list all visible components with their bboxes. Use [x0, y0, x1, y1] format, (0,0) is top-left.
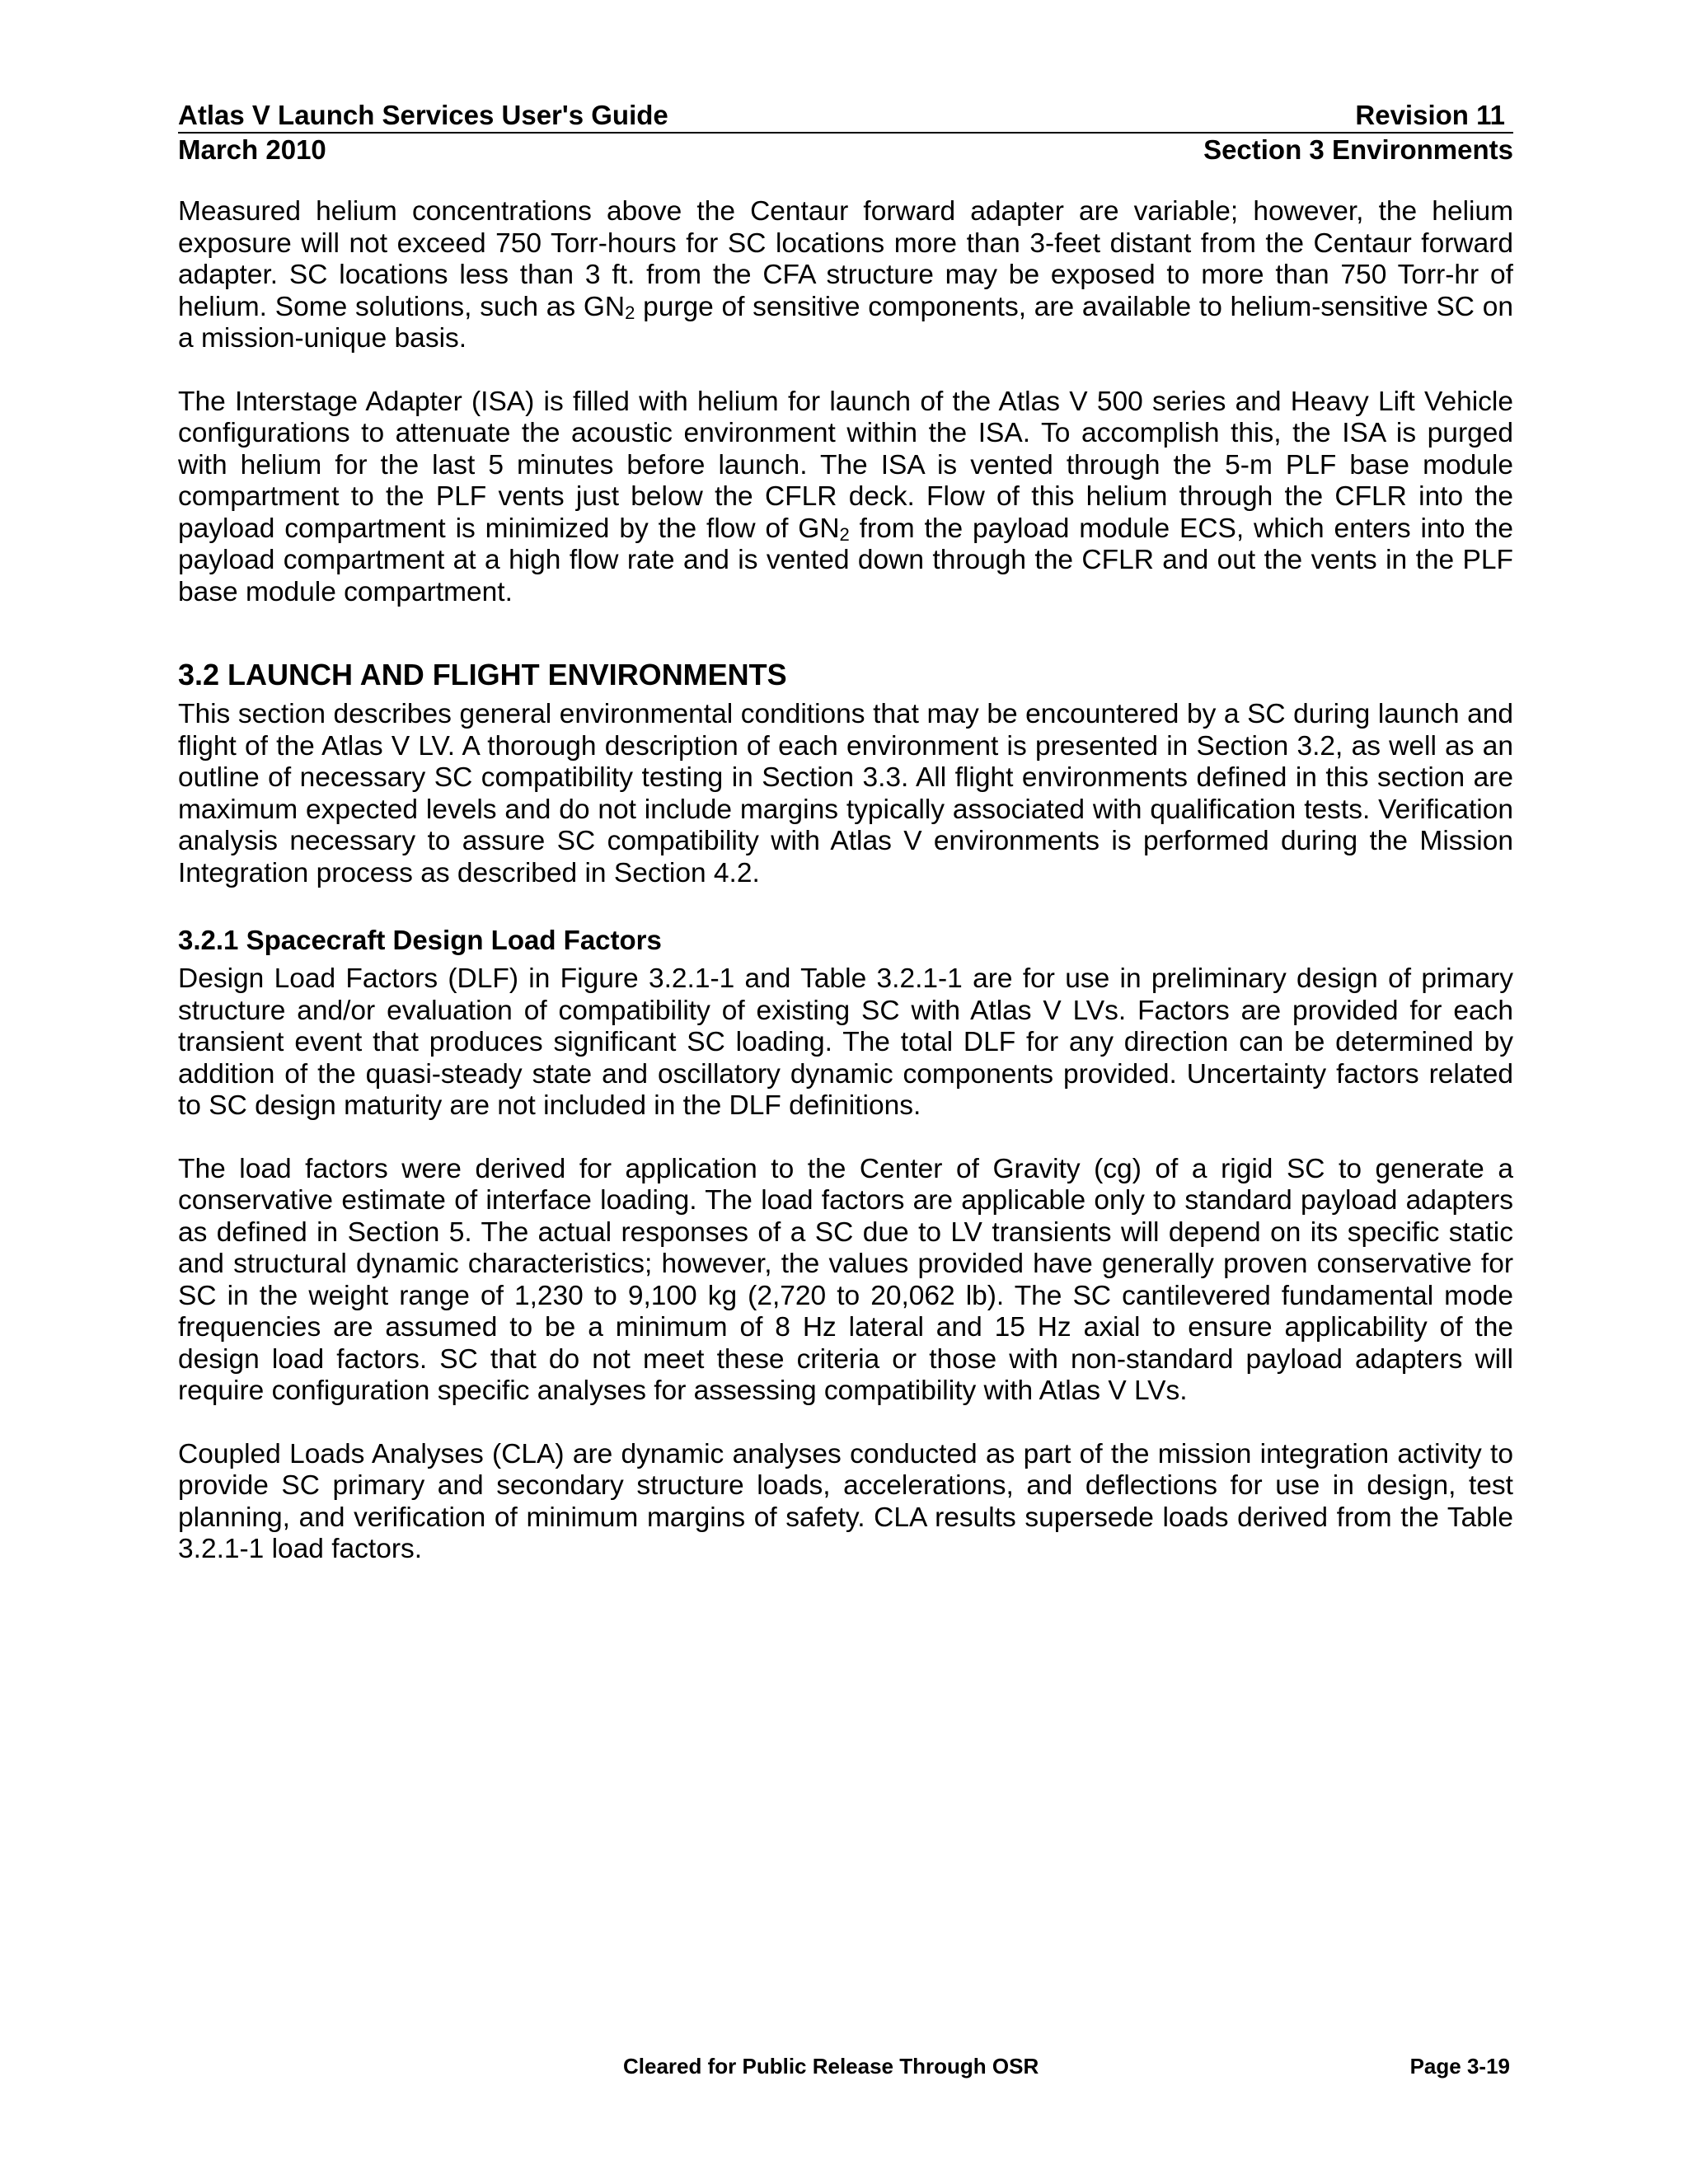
- subscript-2: 2: [625, 302, 635, 323]
- document-date: March 2010: [178, 134, 326, 165]
- release-notice: Cleared for Public Release Through OSR: [623, 2054, 1039, 2079]
- paragraph-interstage-adapter: The Interstage Adapter (ISA) is filled with helium for launch of the Atlas V 500 series and Heavy Lift Vehicle configurations to attenuate the acoustic environment within the ISA. To accomplish this, the ISA is purged with helium for the last 5 minutes before launch. The ISA is vented through the 5-m PLF base module compartment to the PLF vents just below the CFLR deck. Flow of this helium through the CFLR into the payload compartment is minimized by the flow of $GN_2$ from the payload module ECS, which enters into the payload compartment at a high flow rate and is vented down through the CFLR and out the vents in the PLF base module compartment.: [178, 386, 1513, 607]
- header-bottom-row: [178, 134, 1513, 166]
- page-content: [178, 196, 1513, 1566]
- paragraph-helium-concentrations: Measured helium concentrations above the Centaur forward adapter are variable; however, the helium exposure will not exceed 750 Torr-hours for SC locations more than 3-feet distant from the Centaur forward adapter. SC locations less than 3 ft. from the CFA structure may be exposed to more than 750 Torr-hr of helium. Some solutions, such as $GN_2$ purge of sensitive components, are available to helium-sensitive SC on a mission-unique basis.: [178, 196, 1513, 354]
- section-heading: 3.2 LAUNCH AND FLIGHT ENVIRONMENTS: [178, 658, 787, 691]
- section-label: Section 3 Environments: [1203, 134, 1513, 165]
- paragraph-load-factors-derivation: The load factors were derived for application to the Center of Gravity (cg) of a rigid SC to generate a conservative estimate of interface loading. The load factors are applicable only to standard payload adapters as defined in Section 5. The actual responses of a SC due to LV transients will depend on its specific static and structural dynamic characteristics; however, the values provided have generally proven conservative for SC in the weight range of 1,230 to 9,100 kg (2,720 to 20,062 lb). The SC cantilevered fundamental mode frequencies are assumed to be a minimum of 8 Hz lateral and 15 Hz axial to ensure applicability of the design load factors. SC that do not meet these criteria or those with non-standard payload adapters will require configuration specific analyses for assessing compatibility with Atlas V LVs.: [178, 1153, 1513, 1406]
- paragraph-design-load-factors: Design Load Factors (DLF) in Figure 3.2.1-1 and Table 3.2.1-1 are for use in preliminary design of primary structure and/or evaluation of compatibility of existing SC with Atlas V LVs. Factors are provided for each transient event that produces significant SC loading. The total DLF for any direction can be determined by addition of the quasi-steady state and oscillatory dynamic components provided. Uncertainty factors related to SC design maturity are not included in the DLF definitions.: [178, 963, 1513, 1121]
- page-number: Page 3-19: [1409, 2054, 1510, 2079]
- header-top-row: [178, 99, 1513, 134]
- paragraph-section-description: This section describes general environmental conditions that may be encountered by a SC during launch and flight of the Atlas V LV. A thorough description of each environment is presented in Section 3.2, as well as an outline of necessary SC compatibility testing in Section 3.3. All flight environments defined in this section are maximum expected levels and do not include margins typically associated with qualification tests. Verification analysis necessary to assure SC compatibility with Atlas V environments is performed during the Mission Integration process as described in Section 4.2.: [178, 699, 1513, 888]
- paragraph-coupled-loads-analyses: Coupled Loads Analyses (CLA) are dynamic analyses conducted as part of the mission integration activity to provide SC primary and secondary structure loads, accelerations, and deflections for use in design, test planning, and verification of minimum margins of safety. CLA results supersede loads derived from the Table 3.2.1-1 load factors.: [178, 1438, 1513, 1564]
- document-title: Atlas V Launch Services User's Guide: [178, 100, 668, 130]
- page-header: [178, 99, 1513, 166]
- revision-label: Revision 11: [1355, 100, 1505, 130]
- subscript-2: 2: [839, 523, 850, 545]
- subsection-heading: 3.2.1 Spacecraft Design Load Factors: [178, 925, 662, 955]
